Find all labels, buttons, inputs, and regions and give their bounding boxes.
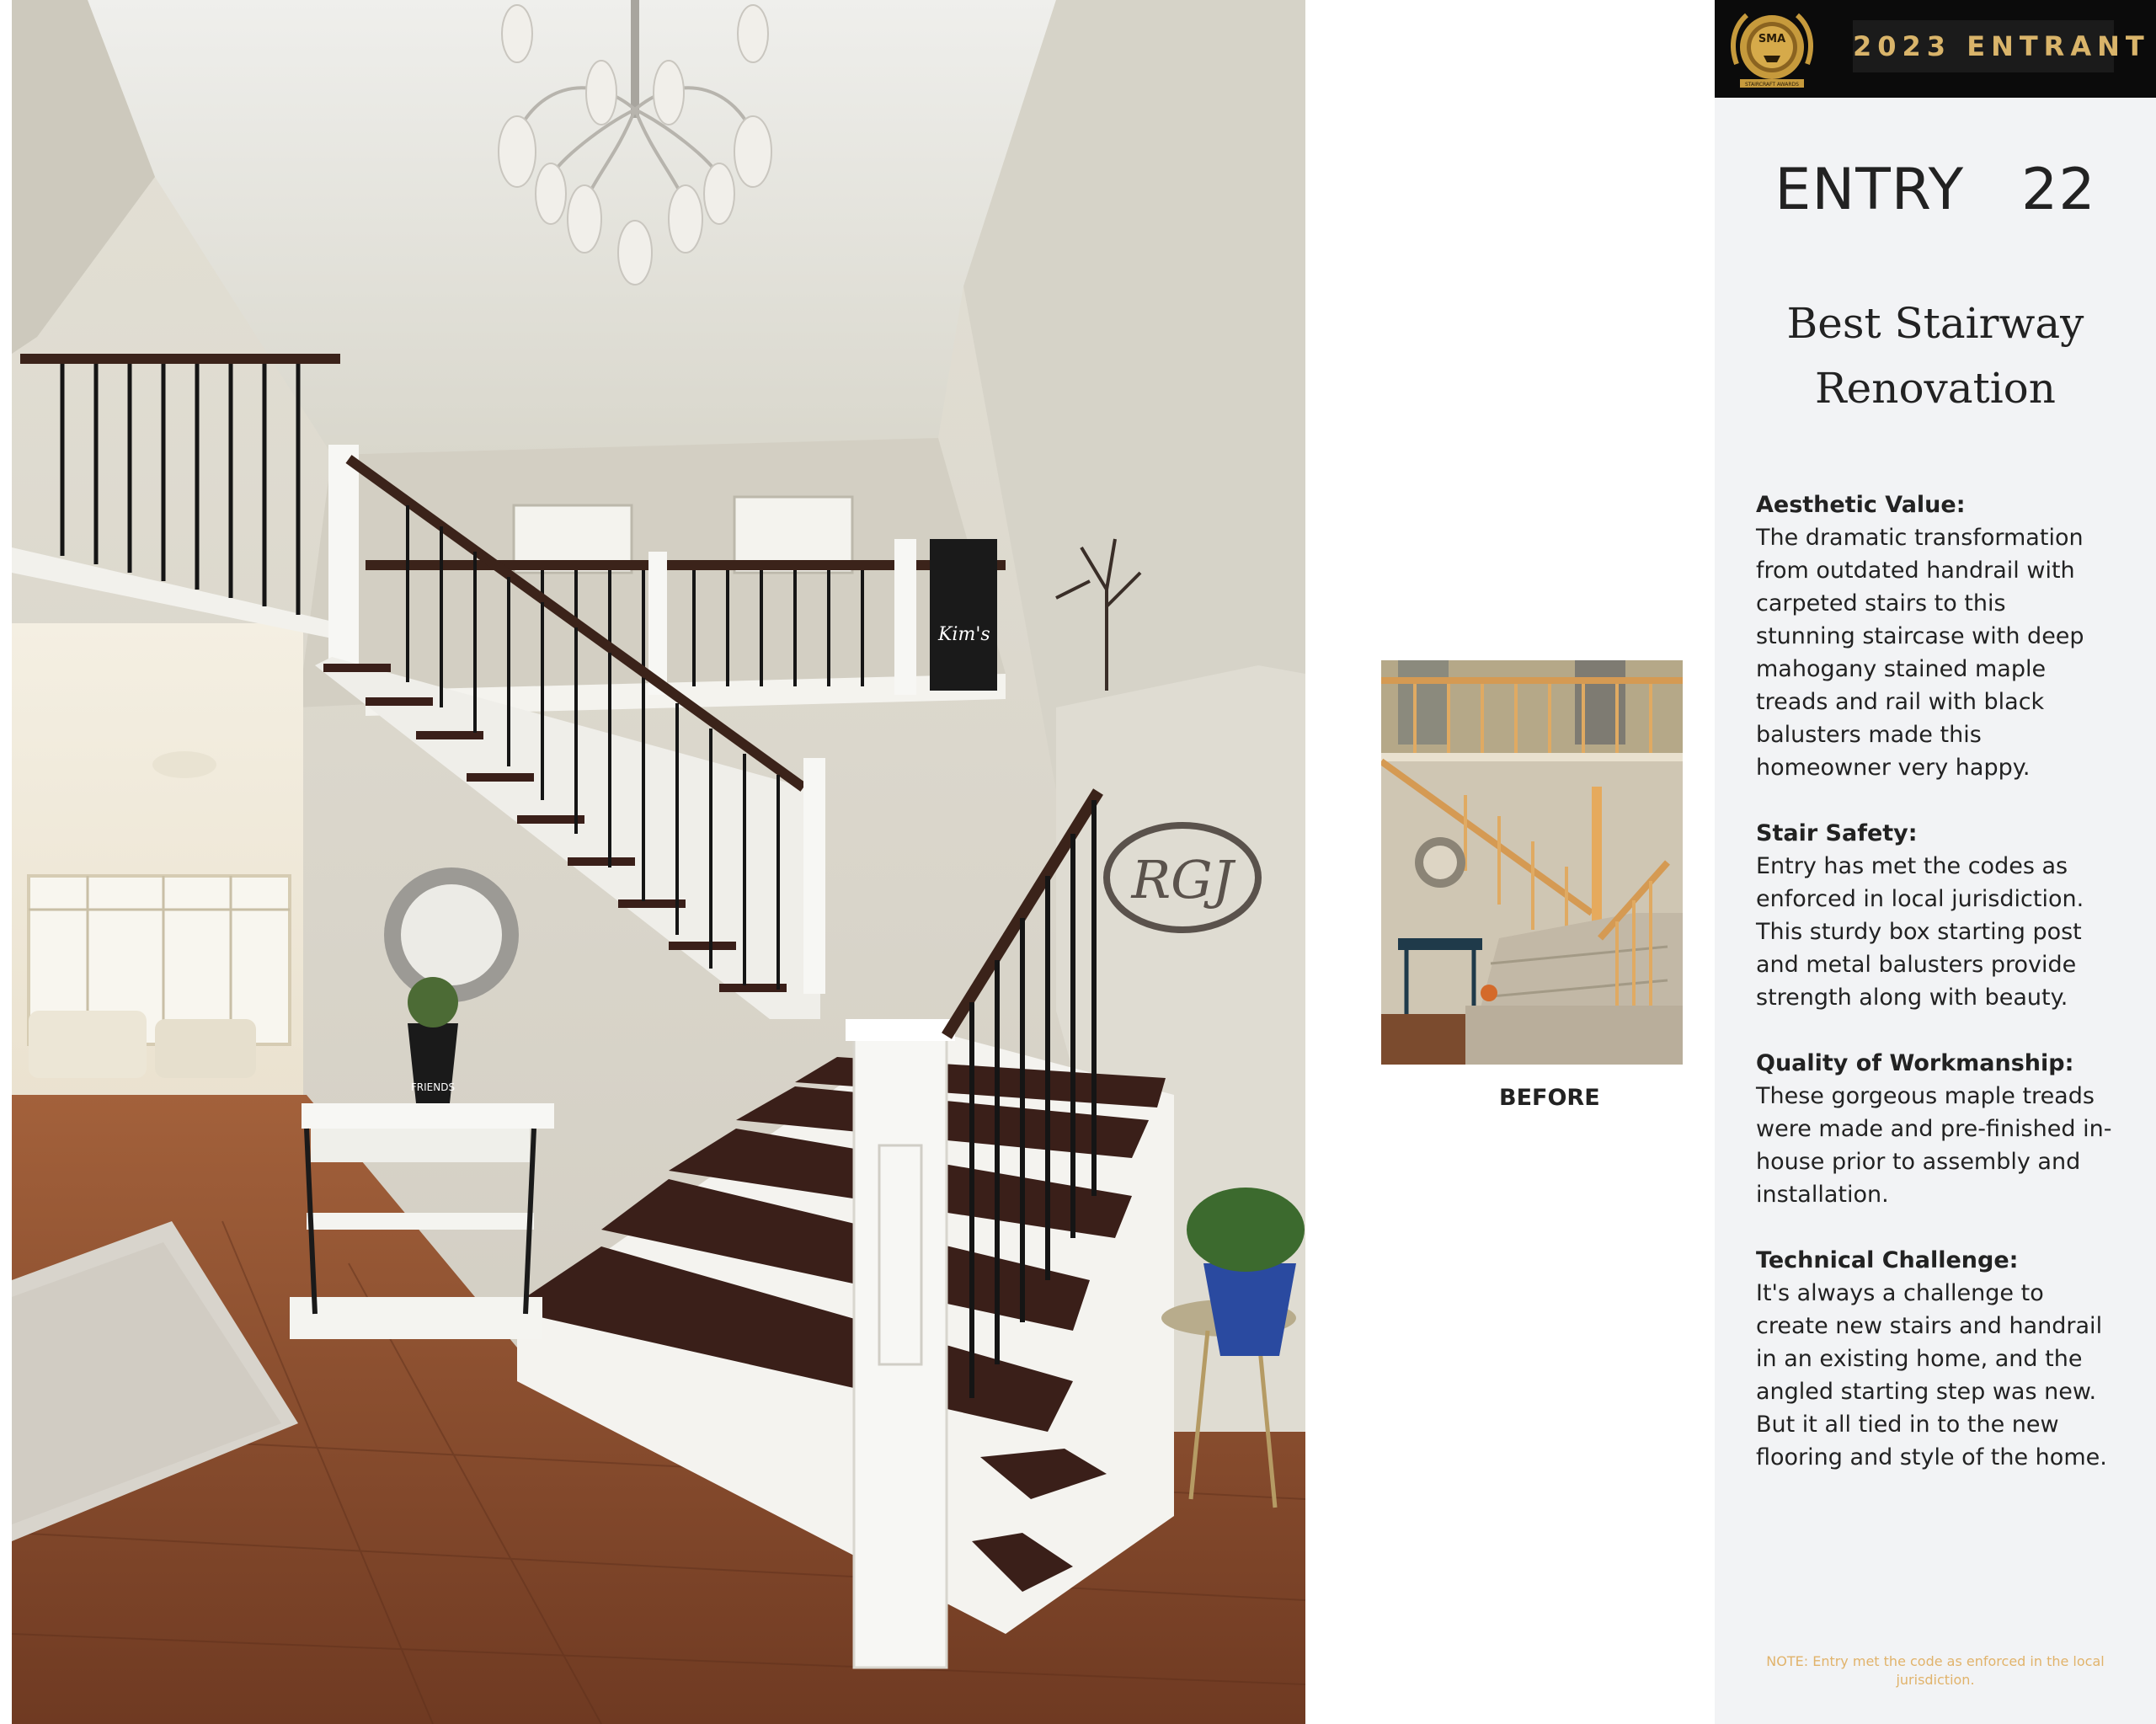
before-caption: BEFORE xyxy=(1499,1085,1600,1111)
kims-sign: Kim's xyxy=(938,624,990,645)
criterion-heading: Quality of Workmanship: xyxy=(1756,1050,2074,1076)
criterion-heading: Aesthetic Value: xyxy=(1756,492,1966,518)
svg-text:SMA: SMA xyxy=(1758,33,1786,45)
criterion-heading: Technical Challenge: xyxy=(1756,1247,2019,1273)
entrant-badge xyxy=(1715,0,2156,98)
criterion-body: These gorgeous maple treads were made and pre-finished in- house prior to assembly and installation. xyxy=(1756,1083,2112,1208)
category-line-2: Renovation xyxy=(1815,364,2056,413)
monogram-letters: RGJ xyxy=(1131,849,1234,910)
entry-number: ENTRY 22 xyxy=(1774,157,2096,223)
svg-text:STAIRCRAFT AWARDS: STAIRCRAFT AWARDS xyxy=(1745,82,1799,88)
criterion-heading: Stair Safety: xyxy=(1756,820,1918,846)
box-newel-post xyxy=(854,1027,947,1668)
before-photo xyxy=(1381,660,1683,1065)
judging-criteria xyxy=(1756,488,2135,1507)
pot-label: FRIENDS xyxy=(410,1081,456,1093)
criterion-body: The dramatic transformation from outdated handrail with carpeted stairs to this stunning staircase with deep mahogany stained maple treads and rail with black balusters made this homeowner very happy. xyxy=(1756,525,2084,781)
entrant-label: 2023 ENTRANT xyxy=(1853,20,2114,72)
award-seal-icon xyxy=(1726,3,1817,94)
criterion-aesthetic-value xyxy=(1756,488,2135,784)
main-after-photo xyxy=(12,0,1305,1724)
criterion-body: Entry has met the codes as enforced in local jurisdiction. This sturdy box starting post and metal balusters provide strength along with beauty. xyxy=(1756,853,2084,1011)
criterion-quality-of-workmanship xyxy=(1756,1047,2135,1211)
criterion-body: It's always a challenge to create new stairs and handrail in an existing home, and the angled starting step was new. But it all tied in to the new flooring and style of the home. xyxy=(1756,1280,2107,1470)
criterion-technical-challenge xyxy=(1756,1244,2135,1474)
console-table xyxy=(302,1103,554,1129)
category-line-1: Best Stairway xyxy=(1786,299,2084,348)
code-note: NOTE: Entry met the code as enforced in the local jurisdiction. xyxy=(1766,1653,2105,1688)
entry-info-panel xyxy=(1715,0,2156,1724)
criterion-stair-safety xyxy=(1756,817,2135,1014)
award-category xyxy=(1748,291,2122,421)
